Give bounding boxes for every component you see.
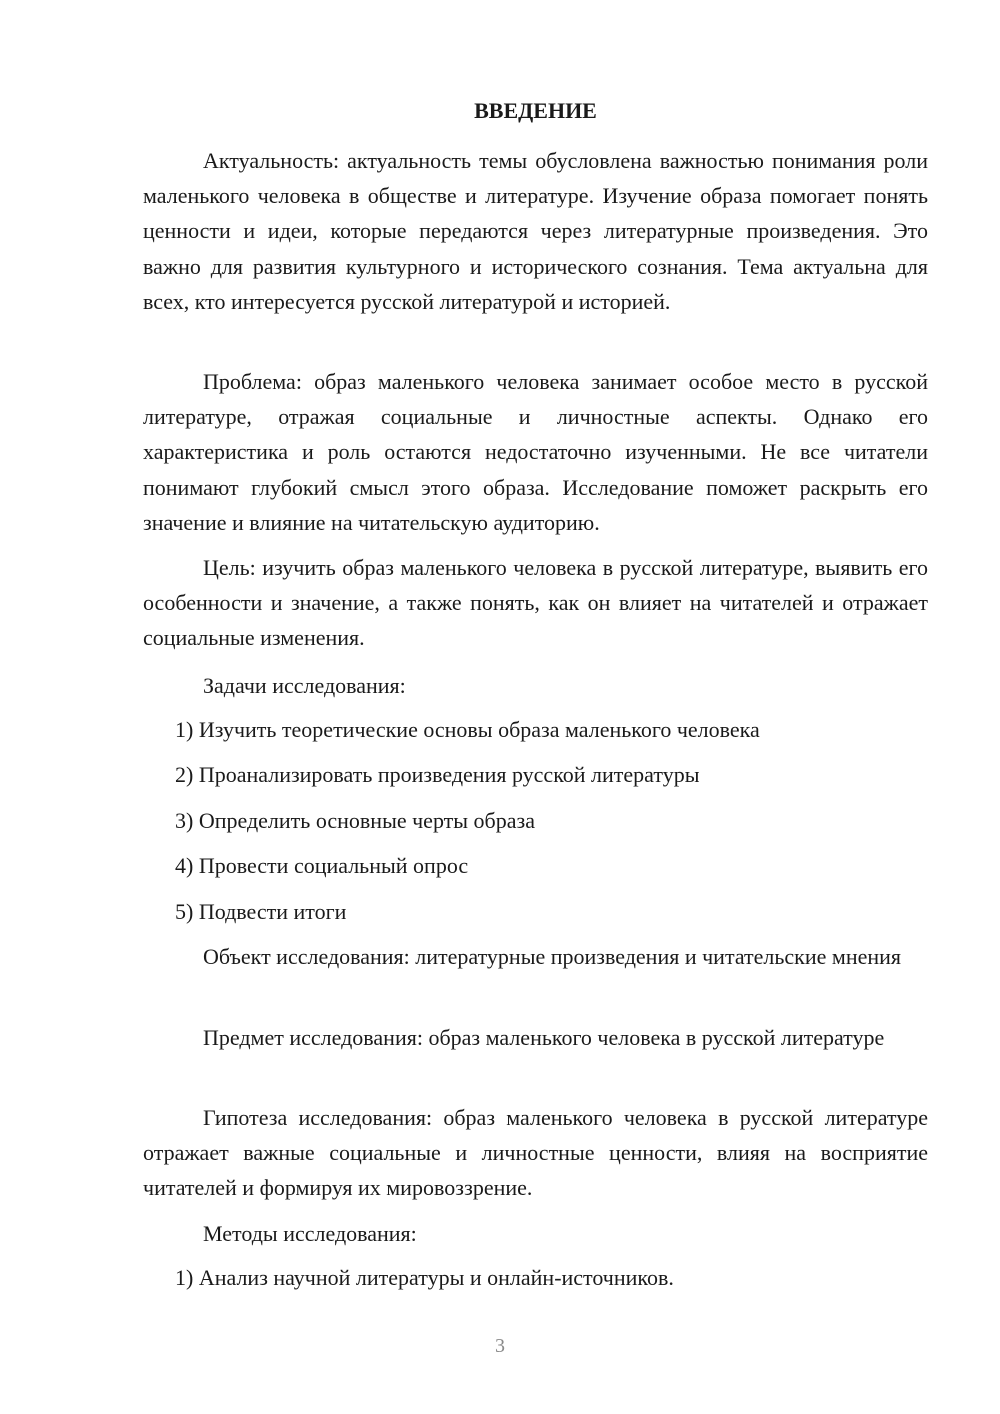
relevance-paragraph: Актуальность: актуальность темы обусловлена важностью понимания роли маленького человека в обществе и литературе. Изучение образа помогает понять ценности и идеи, которые передаются через литературные произведения. Это важно для развития культурного и исторического сознания. Тема актуальна для всех, кто интересуется русской литературой и историей. [143,148,928,314]
task-item-1: 1) Изучить теоретические основы образа маленького человека [175,717,760,742]
document-page [143,0,928,1414]
section-heading: ВВЕДЕНИЕ [474,98,597,123]
tasks-title: Задачи исследования: [203,673,406,698]
task-item-4: 4) Провести социальный опрос [175,853,469,878]
subject-paragraph: Предмет исследования: образ маленького человека в русской литературе [203,1025,885,1050]
goal-paragraph: Цель: изучить образ маленького человека в русской литературе, выявить его особенности и значение, а также понять, как он влияет на читателей и отражает социальные изменения. [143,555,928,651]
task-item-2: 2) Проанализировать произведения русской литературы [175,762,700,787]
hypothesis-paragraph: Гипотеза исследования: образ маленького человека в русской литературе отражает важные социальные и личностные ценности, влияя на восприятие читателей и формируя их мировоззрение. [143,1105,928,1201]
object-paragraph: Объект исследования: литературные произведения и читательские мнения [203,944,902,969]
task-item-3: 3) Определить основные черты образа [175,808,535,833]
page-number: 3 [495,1335,505,1357]
problem-paragraph: Проблема: образ маленького человека занимает особое место в русской литературе, отражая социальные и личностные аспекты. Однако его характеристика и роль остаются недостаточно изученными. Не все читатели понимают глубокий смысл этого образа. Исследование поможет раскрыть его значение и влияние на читательскую аудиторию. [143,369,928,535]
method-item-1: 1) Анализ научной литературы и онлайн-источников. [175,1265,674,1290]
methods-title: Методы исследования: [203,1221,417,1246]
task-item-5: 5) Подвести итоги [175,899,347,924]
